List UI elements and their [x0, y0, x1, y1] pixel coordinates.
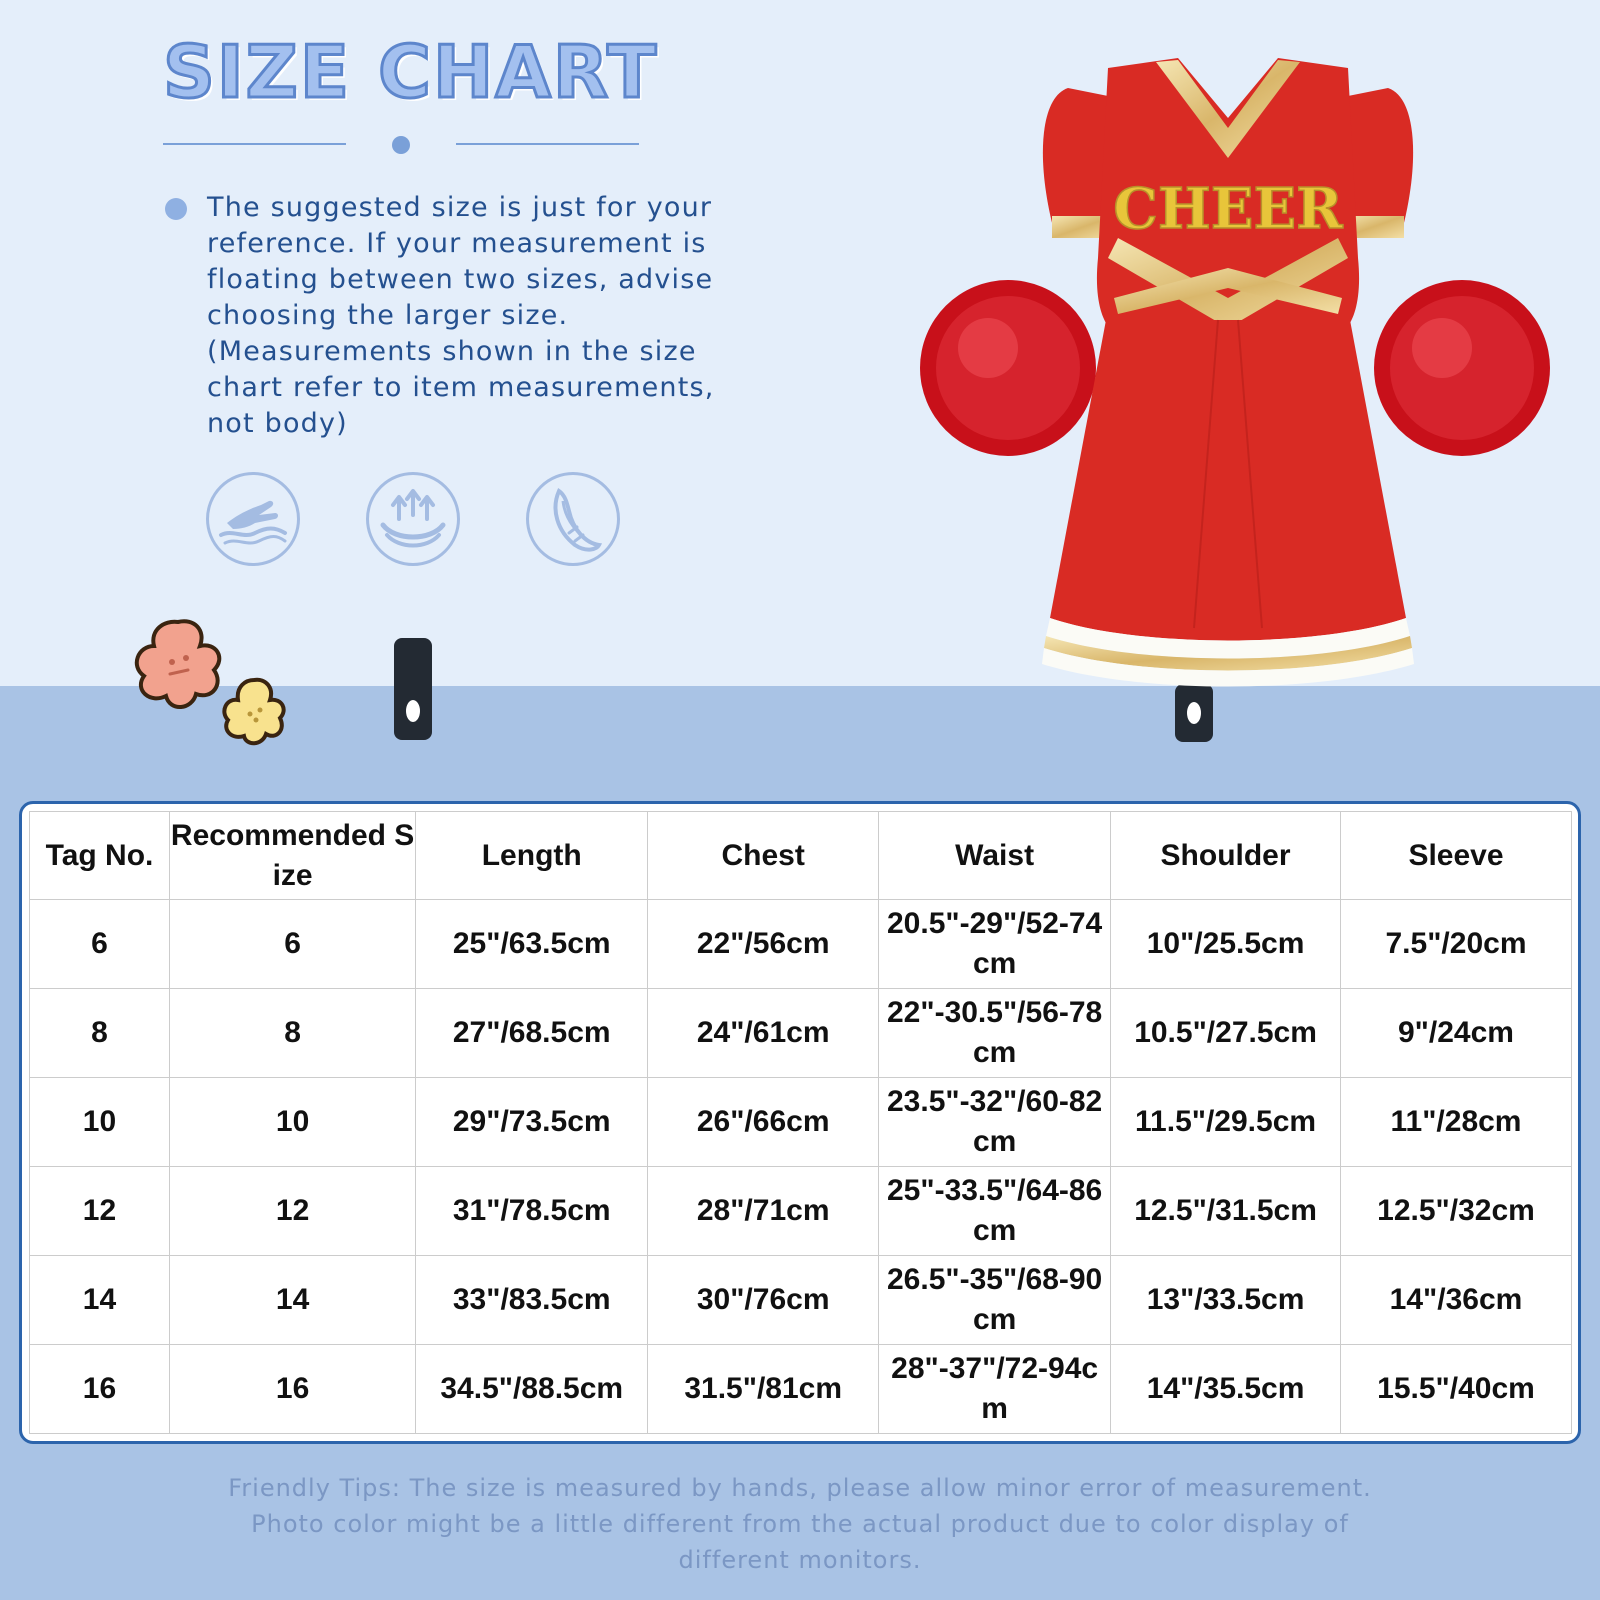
cell-sleeve: 9"/24cm — [1341, 989, 1572, 1078]
header-tag-no: Tag No. — [30, 812, 170, 900]
table-row — [30, 900, 1572, 989]
cell-length: 31"/78.5cm — [416, 1167, 648, 1256]
cell-recommended-size: 8 — [169, 989, 415, 1078]
cell-tag-no: 14 — [30, 1256, 170, 1345]
cell-sleeve: 12.5"/32cm — [1341, 1167, 1572, 1256]
cell-waist: 26.5"-35"/68-90cm — [879, 1256, 1111, 1345]
table-row — [30, 1256, 1572, 1345]
cell-sleeve: 7.5"/20cm — [1341, 900, 1572, 989]
cell-shoulder: 14"/35.5cm — [1111, 1345, 1341, 1434]
cell-chest: 31.5"/81cm — [648, 1345, 879, 1434]
cell-sleeve: 15.5"/40cm — [1341, 1345, 1572, 1434]
cell-length: 27"/68.5cm — [416, 989, 648, 1078]
header-length: Length — [416, 812, 648, 900]
cell-chest: 30"/76cm — [648, 1256, 879, 1345]
header-chest: Chest — [648, 812, 879, 900]
flower-decoration — [120, 612, 300, 752]
header-recommended-size: Recommended Size — [169, 812, 415, 900]
size-table — [29, 811, 1572, 1434]
note-bullet — [165, 198, 187, 220]
cell-shoulder: 12.5"/31.5cm — [1111, 1167, 1341, 1256]
size-note: The suggested size is just for your reference. If your measurement is floating between two sizes, advise choosing the larger size. (Measurements shown in the size chart refer to item measurements, not body) — [207, 192, 715, 439]
size-table-frame — [19, 801, 1581, 1444]
cell-chest: 22"/56cm — [648, 900, 879, 989]
svg-text:CHEER: CHEER — [1113, 176, 1343, 242]
header-shoulder: Shoulder — [1111, 812, 1341, 900]
table-row — [30, 989, 1572, 1078]
cell-chest: 28"/71cm — [648, 1167, 879, 1256]
cell-chest: 26"/66cm — [648, 1078, 879, 1167]
cheer-dress-image — [918, 58, 1560, 688]
cell-shoulder: 10"/25.5cm — [1111, 900, 1341, 989]
cell-recommended-size: 12 — [169, 1167, 415, 1256]
friendly-tips: Friendly Tips: The size is measured by hands, please allow minor error of measurement. Photo color might be a little different from the actual product due to color display of different monitors. — [228, 1474, 1372, 1574]
cell-waist: 22"-30.5"/56-78cm — [879, 989, 1111, 1078]
cell-sleeve: 14"/36cm — [1341, 1256, 1572, 1345]
page-title: SIZE CHART — [163, 30, 659, 114]
cell-tag-no: 10 — [30, 1078, 170, 1167]
title-divider-right — [456, 143, 639, 145]
pompom-right — [1374, 280, 1550, 456]
cell-tag-no: 8 — [30, 989, 170, 1078]
pompom-left — [920, 280, 1096, 456]
table-row — [30, 1078, 1572, 1167]
cell-tag-no: 16 — [30, 1345, 170, 1434]
cell-length: 34.5"/88.5cm — [416, 1345, 648, 1434]
cell-recommended-size: 16 — [169, 1345, 415, 1434]
cell-length: 33"/83.5cm — [416, 1256, 648, 1345]
cell-tag-no: 12 — [30, 1167, 170, 1256]
cell-recommended-size: 6 — [169, 900, 415, 989]
hand-wave-icon — [206, 472, 300, 566]
cell-shoulder: 13"/33.5cm — [1111, 1256, 1341, 1345]
cell-tag-no: 6 — [30, 900, 170, 989]
cell-waist: 25"-33.5"/64-86cm — [879, 1167, 1111, 1256]
header-waist: Waist — [879, 812, 1111, 900]
cell-chest: 24"/61cm — [648, 989, 879, 1078]
title-divider-dot — [392, 136, 410, 154]
cell-shoulder: 11.5"/29.5cm — [1111, 1078, 1341, 1167]
stretch-arrows-icon — [366, 472, 460, 566]
cell-waist: 20.5"-29"/52-74cm — [879, 900, 1111, 989]
cell-waist: 23.5"-32"/60-82cm — [879, 1078, 1111, 1167]
table-row — [30, 1167, 1572, 1256]
binder-clip-left — [394, 638, 432, 740]
cell-recommended-size: 10 — [169, 1078, 415, 1167]
binder-clip-right — [1175, 684, 1213, 742]
title-divider-left — [163, 143, 346, 145]
cell-waist: 28"-37"/72-94cm — [879, 1345, 1111, 1434]
table-header-row — [30, 812, 1572, 900]
cell-sleeve: 11"/28cm — [1341, 1078, 1572, 1167]
cell-length: 25"/63.5cm — [416, 900, 648, 989]
cell-shoulder: 10.5"/27.5cm — [1111, 989, 1341, 1078]
feather-icon — [526, 472, 620, 566]
cell-length: 29"/73.5cm — [416, 1078, 648, 1167]
cell-recommended-size: 14 — [169, 1256, 415, 1345]
header-sleeve: Sleeve — [1341, 812, 1572, 900]
table-row — [30, 1345, 1572, 1434]
